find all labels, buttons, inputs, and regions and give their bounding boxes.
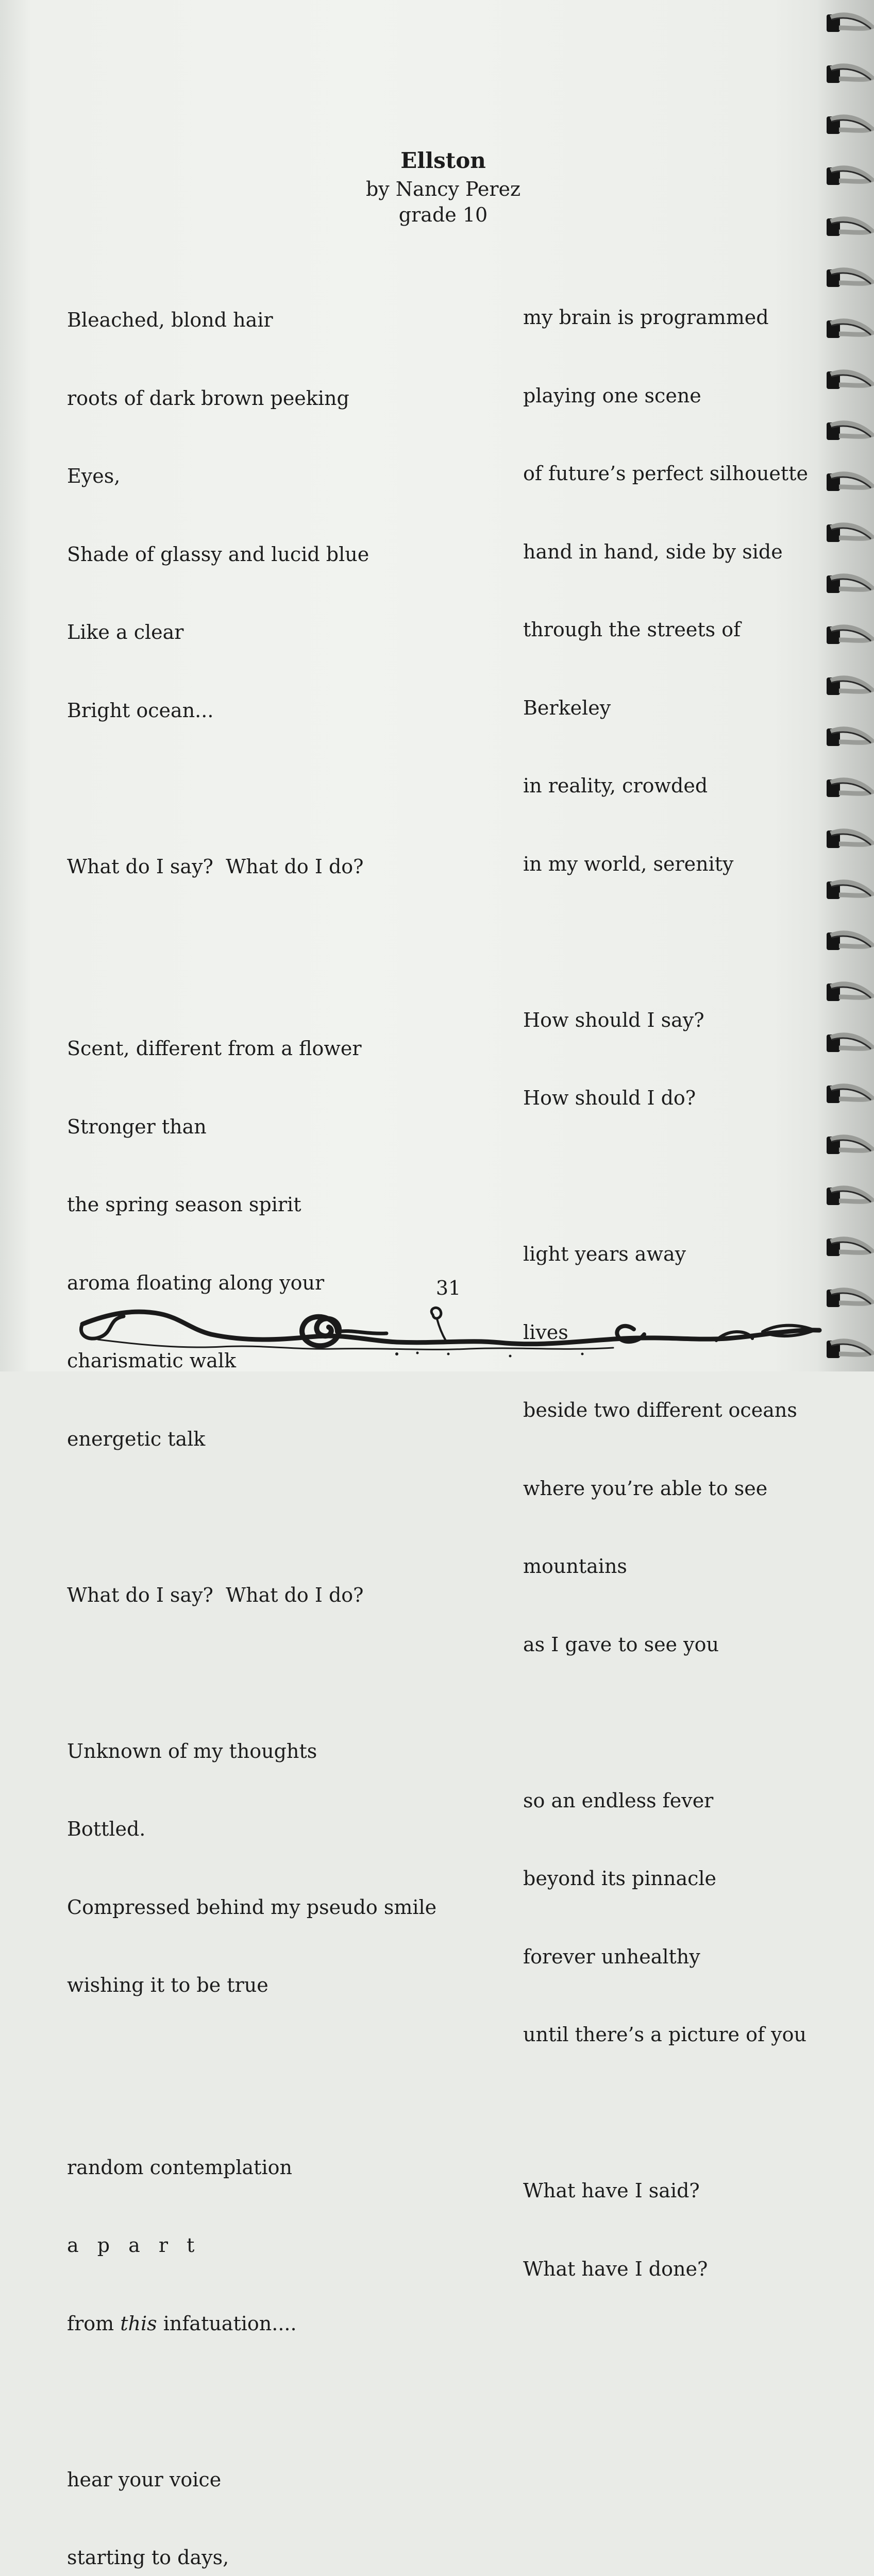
poem-line: Bleached, blond hair bbox=[67, 309, 273, 331]
poem-line: light years away bbox=[523, 1243, 686, 1265]
poem-line: Scent, different from a flower bbox=[67, 1037, 362, 1060]
ornament-dot bbox=[395, 1352, 398, 1355]
binding-coil bbox=[827, 116, 872, 134]
binding-coil bbox=[827, 371, 872, 389]
small-bud bbox=[431, 1308, 441, 1318]
binding-coil bbox=[827, 1188, 872, 1205]
binding-coil bbox=[827, 65, 872, 83]
binding-coil bbox=[827, 167, 872, 185]
poem-line: beside two different oceans bbox=[523, 1399, 797, 1421]
binding-coil bbox=[827, 1086, 872, 1103]
poem-line: lives bbox=[523, 1320, 568, 1344]
spiral-swirl bbox=[302, 1317, 339, 1346]
ornament-dot bbox=[581, 1353, 584, 1355]
poem-line: until there’s a picture of you bbox=[523, 2023, 806, 2046]
binding-coil bbox=[827, 728, 872, 746]
stanza-break bbox=[67, 2388, 479, 2415]
line-text: from bbox=[67, 2312, 121, 2335]
poem-line: a p a r t bbox=[67, 2234, 201, 2257]
binding-coil bbox=[827, 218, 872, 236]
binding-coil bbox=[827, 1341, 872, 1358]
line-text: infatuation.... bbox=[157, 2312, 297, 2335]
stanza-break bbox=[523, 1709, 822, 1736]
refrain-line: What do I say? What do I do? bbox=[67, 1583, 364, 1606]
stanza-break bbox=[523, 929, 822, 955]
ornament-dot bbox=[416, 1352, 419, 1354]
poem-line: roots of dark brown peeking bbox=[67, 386, 349, 410]
binding-coil bbox=[827, 779, 872, 797]
poem-line bbox=[67, 2311, 479, 2337]
binding-coil bbox=[827, 524, 872, 542]
poem-line: starting to days, bbox=[67, 2546, 229, 2569]
poem-line: random contemplation bbox=[67, 2156, 292, 2179]
poem-line: the spring season spirit bbox=[67, 1193, 301, 1216]
binding-coil bbox=[827, 626, 872, 644]
swirl-tail bbox=[338, 1331, 386, 1334]
poem-line: as I gave to see you bbox=[523, 1633, 719, 1656]
stanza-break bbox=[67, 775, 479, 802]
binding-coil bbox=[827, 320, 872, 338]
poem-line: Shade of glassy and lucid blue bbox=[67, 543, 369, 566]
poem-line: What have I said? bbox=[523, 2179, 700, 2202]
poem-line: forever unhealthy bbox=[523, 1945, 700, 1968]
poem-line: beyond its pinnacle bbox=[523, 1867, 717, 1890]
poem-line: hand in hand, side by side bbox=[523, 540, 783, 563]
poem-line: Compressed behind my pseudo smile bbox=[67, 1895, 437, 1919]
refrain-line: What do I say? What do I do? bbox=[67, 855, 364, 878]
poem-line: in my world, serenity bbox=[523, 852, 734, 875]
binding-coil bbox=[827, 1137, 872, 1154]
poem-grade: grade 10 bbox=[398, 204, 488, 226]
poem-line: Berkeley bbox=[523, 696, 611, 719]
poem-line: so an endless fever bbox=[523, 1789, 714, 1812]
poem-line: Like a clear bbox=[67, 621, 184, 643]
stanza-break bbox=[67, 931, 479, 984]
poem-line: Stronger than bbox=[67, 1115, 207, 1138]
poem-line: mountains bbox=[523, 1555, 627, 1578]
emphasized-word: this bbox=[120, 2312, 157, 2335]
binding-coil bbox=[827, 269, 872, 287]
poem-author: by Nancy Perez bbox=[365, 178, 521, 200]
poem-line: my brain is programmed bbox=[523, 306, 769, 329]
scroll-vine-ornament bbox=[77, 1293, 830, 1370]
binding-coil bbox=[827, 831, 872, 848]
binding-coil bbox=[827, 575, 872, 593]
binding-coil bbox=[827, 882, 872, 899]
ornament-dot bbox=[447, 1353, 450, 1355]
poem-line: playing one scene bbox=[523, 384, 701, 407]
binding-coil bbox=[827, 933, 872, 950]
poem-title: Ellston bbox=[400, 148, 486, 173]
stanza-break bbox=[67, 1660, 479, 1686]
poem-line: energetic talk bbox=[67, 1427, 206, 1450]
binding-coil bbox=[827, 984, 872, 1001]
poem-line: of future’s perfect silhouette bbox=[523, 462, 808, 485]
binding-coil bbox=[827, 14, 872, 32]
poem-line: How should I say? bbox=[523, 1008, 704, 1031]
binding-coil bbox=[827, 473, 872, 491]
stanza-break bbox=[523, 1163, 822, 1190]
poem-line: Bright ocean... bbox=[67, 699, 214, 722]
left-column bbox=[67, 255, 479, 2576]
poem-line: aroma floating along your bbox=[67, 1271, 325, 1294]
binding-coil bbox=[827, 1035, 872, 1052]
spiral-binding-icon bbox=[825, 0, 874, 1371]
poem-line: wishing it to be true bbox=[67, 1974, 268, 1996]
poem-line: hear your voice bbox=[67, 2468, 222, 2491]
poem-line: What have I done? bbox=[523, 2257, 708, 2280]
poem-line: where you’re able to see bbox=[523, 1477, 768, 1500]
binding-coil bbox=[827, 1290, 872, 1307]
poem-line: Eyes, bbox=[67, 465, 121, 487]
poem-line: in reality, crowded bbox=[523, 774, 708, 797]
binding-coil bbox=[827, 677, 872, 695]
stanza-break bbox=[67, 1504, 479, 1530]
poem-line: Bottled. bbox=[67, 1818, 146, 1840]
poem-line: through the streets of bbox=[523, 618, 741, 641]
ornament-dot bbox=[509, 1355, 512, 1358]
vine-main-stroke bbox=[82, 1312, 819, 1344]
page-number: 31 bbox=[435, 1277, 461, 1299]
binding-coil bbox=[827, 422, 872, 440]
bud-stem bbox=[437, 1319, 446, 1341]
stanza-break bbox=[523, 2100, 822, 2126]
poem-line: charismatic walk bbox=[67, 1349, 237, 1372]
poem-header bbox=[309, 145, 577, 228]
poem-line: How should I do? bbox=[523, 1087, 696, 1109]
poem-line: Unknown of my thoughts bbox=[67, 1739, 317, 1762]
stanza-break bbox=[67, 2050, 479, 2103]
right-column bbox=[523, 252, 822, 2308]
binding-coil bbox=[827, 1239, 872, 1256]
